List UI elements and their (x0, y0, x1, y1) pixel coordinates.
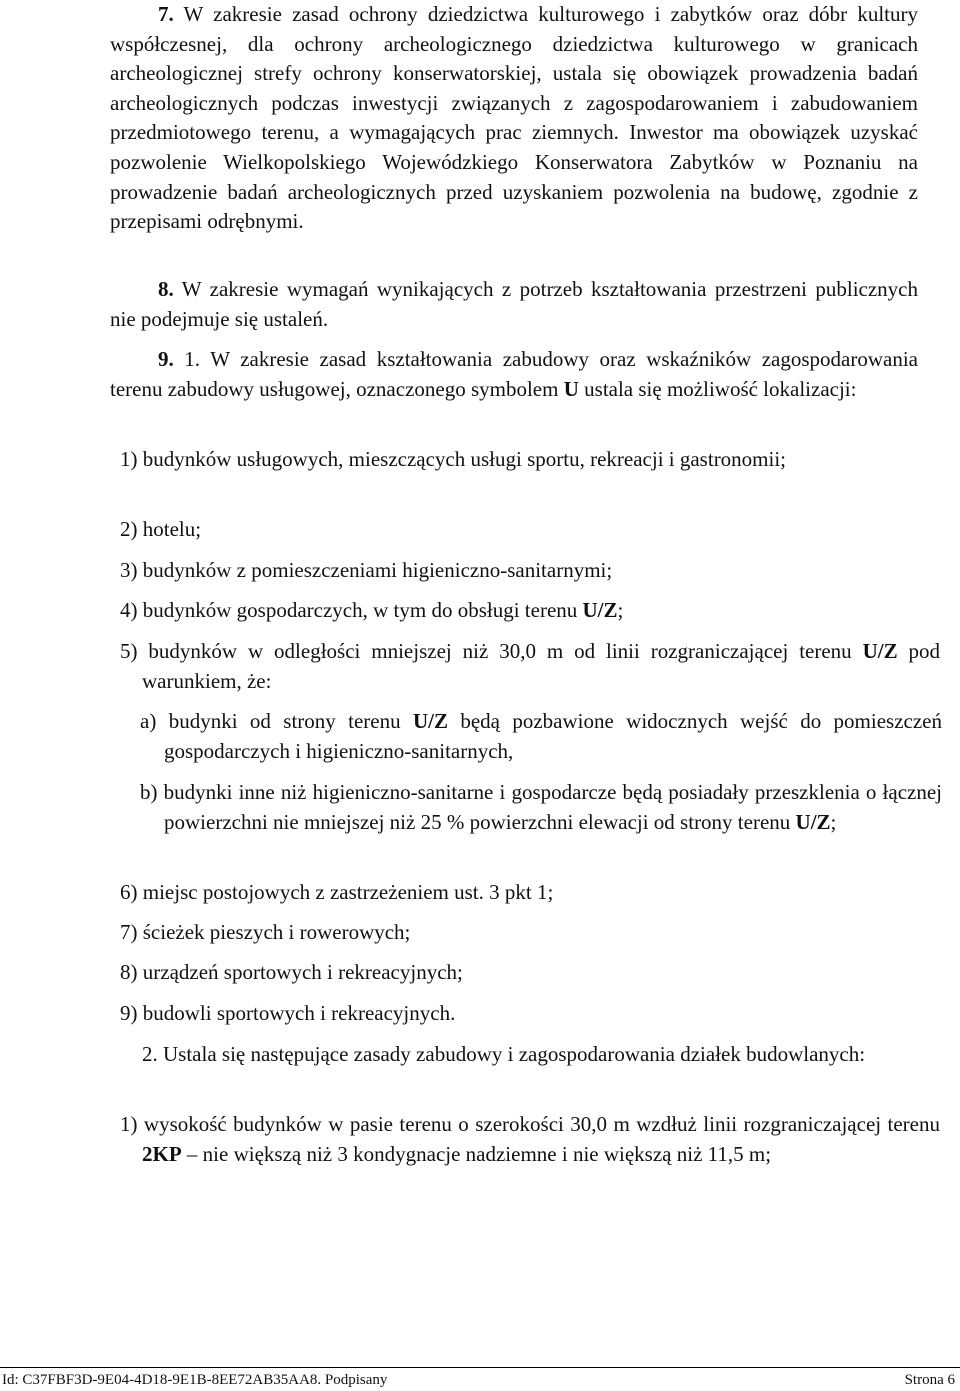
section-8-text: W zakresie wymagań wynikających z potrzeb kształtowania przestrzeni publicznych nie podejmuje się ustaleń. (110, 277, 918, 331)
zone-symbol: 2KP (142, 1141, 182, 1166)
section-9-para-1-text-end: ustala się możliwość lokalizacji: (578, 376, 857, 401)
sub-item-text-end: ; (830, 809, 837, 834)
section-7-text: W zakresie zasad ochrony dziedzictwa kulturowego i zabytków oraz dóbr kultury współczesnej, dla ochrony archeologicznego dziedzictwa kulturowego w granicach archeologicznej strefy ochrony konserwatorskiej, ustala się obowiązek prowadzenia badań archeologicznych podczas inwestycji związanych z zagospodarowaniem i zabudowaniem przedmiotowego terenu, a wymagających prac ziemnych. Inwestor ma obowiązek uzyskać pozwolenie Wielkopolskiego Wojewódzkiego Konserwatora Zabytków w Poznaniu na prowadzenie badań archeologicznych przed uzyskaniem pozwolenia na budowę, zgodnie z przepisami odrębnymi. (110, 2, 918, 234)
zone-symbol: U/Z (862, 639, 898, 663)
list-item-4 (120, 596, 918, 626)
footer-divider (0, 1367, 960, 1368)
section-9-para-1 (110, 345, 918, 404)
sub-item-text: budynki inne niż higieniczno-sanitarne i gospodarcze będą posiadały przeszklenia o łącznej powierzchni nie mniejszej niż 25 % powierzchni elewacji od strony terenu (163, 780, 943, 834)
list-item-2 (120, 515, 918, 545)
list-item-text-end: – nie większą niż 3 kondygnacje nadziemne i nie większą niż 11,5 m; (181, 1141, 772, 1166)
zone-symbol: U/Z (412, 709, 448, 733)
list-item-text: budynków w odległości mniejszej niż 30,0 m od linii rozgraniczającej terenu (148, 639, 863, 663)
list-item-7 (120, 918, 918, 948)
section-9-number: 9. (158, 347, 174, 371)
list-item-text: urządzeń sportowych i rekreacyjnych; (142, 960, 463, 984)
list-item-5 (120, 637, 940, 696)
zone-symbol: U/Z (582, 598, 618, 622)
section-9-para-2-number: 2. (142, 1042, 158, 1066)
sub-item-b (140, 778, 942, 837)
list-item-8 (120, 958, 918, 988)
list-marker: 1) (120, 1112, 138, 1136)
list-item-text: budynków usługowych, mieszczących usługi sportu, rekreacji i gastronomii; (142, 447, 787, 471)
list-item-text: wysokość budynków w pasie terenu o szerokości 30,0 m wzdłuż linii rozgraniczającej terenu (143, 1112, 940, 1136)
sub-marker: a) (140, 709, 157, 733)
list-marker: 1) (120, 447, 138, 471)
list-item-text: budynków z pomieszczeniami higieniczno-sanitarnymi; (142, 558, 613, 582)
list-item-text-end: ; (617, 598, 624, 622)
list-marker: 8) (120, 960, 138, 984)
list-item-text: hotelu; (142, 517, 202, 541)
list-marker: 5) (120, 639, 138, 663)
list-item-text-end: pod warunkiem, że: (142, 639, 940, 693)
list-item-3 (120, 556, 918, 586)
list-item-9 (120, 999, 918, 1029)
list-item-6 (120, 878, 918, 908)
sub-item-text-end: będą pozbawione widocznych wejść do pomieszczeń gospodarczych i higieniczno-sanitarnych, (164, 709, 943, 763)
section-8-number: 8. (158, 277, 174, 301)
list-marker: 7) (120, 920, 138, 944)
list-item-1 (120, 445, 940, 475)
list-item-text: miejsc postojowych z zastrzeżeniem ust. 3 pkt 1; (142, 880, 554, 904)
section-9-para-2-text: Ustala się następujące zasady zabudowy i zagospodarowania działek budowlanych: (163, 1042, 866, 1066)
sub-item-text: budynki od strony terenu (168, 709, 413, 733)
list-marker: 6) (120, 880, 138, 904)
footer-document-id: Id: C37FBF3D-9E04-4D18-9E1B-8EE72AB35AA8. Podpisany (2, 1372, 388, 1388)
section-9-para-2 (110, 1040, 918, 1070)
section-8 (110, 275, 918, 334)
list-item-text: budynków gospodarczych, w tym do obsługi terenu (142, 598, 583, 622)
zone-symbol: U/Z (795, 809, 831, 834)
section-9-para-1-number: 1. (184, 347, 201, 371)
list-item-text: budowli sportowych i rekreacyjnych. (142, 1001, 456, 1025)
list-marker: 9) (120, 1001, 138, 1025)
section-7-number: 7. (158, 2, 174, 26)
section-7 (110, 0, 918, 237)
footer-page-number: Strona 6 (904, 1372, 955, 1388)
list-item-text: ścieżek pieszych i rowerowych; (142, 920, 411, 944)
sub-marker: b) (140, 780, 158, 804)
para-2-list-item-1 (120, 1110, 940, 1169)
section-9-para-1-text: W zakresie zasad kształtowania zabudowy oraz wskaźników zagospodarowania terenu zabudowy usługowej, oznaczonego symbolem (110, 347, 919, 401)
sub-item-a (140, 707, 942, 766)
list-marker: 3) (120, 558, 138, 582)
zone-symbol: U (563, 376, 579, 401)
list-marker: 2) (120, 517, 138, 541)
list-marker: 4) (120, 598, 138, 622)
